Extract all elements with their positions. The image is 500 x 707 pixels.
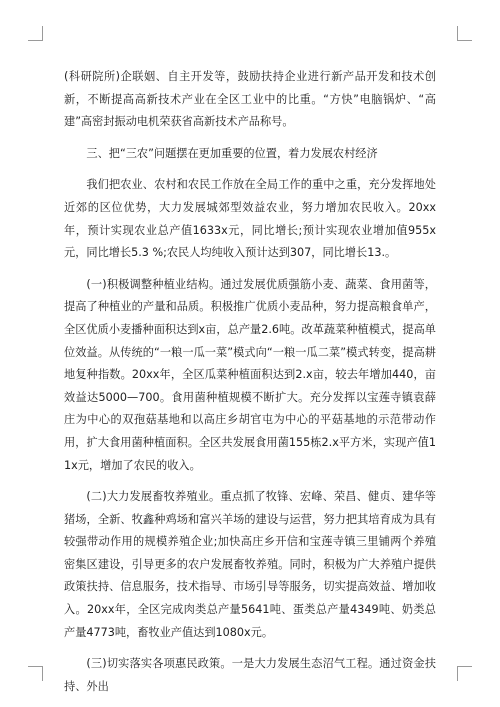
paragraph-livestock: (二)大力发展畜牧养殖业。重点抓了牧锋、宏峰、荣昌、健贞、建华等猪场，全新、牧鑫种鸡场和富兴羊场的建设与运营，努力把其培育成为具有较强带动作用的规模养殖企业;加快高庄乡开信和宝莲寺镇三里铺两个养殖密集区建设，引导更多的农户发展畜牧养殖。同时，积极为广大养殖户提供政策扶持、信息服务，技术指导、市场引导等服务，切实提高效益、增加收入。20xx年，全区完成肉类总产量5641吨、蛋类总产量4349吨、奶类总产量4773吨，畜牧业产值达到1080x元。 bbox=[64, 490, 436, 639]
crop-mark-top-left bbox=[28, 26, 43, 41]
document-body bbox=[64, 66, 436, 707]
crop-mark-bottom-right bbox=[457, 666, 472, 681]
paragraph-planting-structure: (一)积极调整种植业结构。通过发展优质强筋小麦、蔬菜、食用菌等，提高了种植业的产量和品质。积极推广优质小麦品种，努力提高粮食单产，全区优质小麦播种面积达到x亩，总产量2.6吨。改革蔬菜种植模式，提高单位效益。从传统的“一粮一瓜一菜”模式向“一粮一瓜二菜”模式转变，提高耕地复种指数。20xx年，全区瓜菜种植面积达到2.x亩，较去年增加440，亩效益达5000—700。食用菌种植规模不断扩大。充分发挥以宝莲寺镇袁薛庄为中心的双孢菇基地和以高庄乡胡官屯为中心的平菇基地的示范带动作用，扩大食用菌种植面积。全区共发展食用菌155栋2.x平方米，实现产值11x元，增加了农民的收入。 bbox=[64, 277, 436, 472]
crop-mark-top-right bbox=[457, 26, 472, 41]
paragraph-agriculture-overview: 我们把农业、农村和农民工作放在全局工作的重中之重，充分发挥地处近郊的区位优势，大力发展城郊型效益农业，努力增加农民收入。20xx年，预计实现农业总产值1633x元，同比增长;预计实现农业增加值955x元，同比增长5.3 %;农民人均纯收入预计达到307，同比增长13.。 bbox=[64, 178, 436, 260]
paragraph-continued-innovation: (科研院所)企联姻、自主开发等，鼓励扶持企业进行新产品开发和技术创新，不断提高高新技术产业在全区工业中的比重。“方快”电脑锅炉、“高建”高密封振动电机荣获省高新技术产品称号。 bbox=[64, 70, 436, 129]
paragraph-policies: (三)切实落实各项惠民政策。一是大力发展生态沼气工程。通过资金扶持、外出 bbox=[64, 657, 436, 693]
crop-mark-bottom-left bbox=[28, 666, 43, 681]
section-heading-three-rural: 三、把“三农”问题摆在更加重要的位置，着力发展农村经济 bbox=[86, 146, 378, 160]
